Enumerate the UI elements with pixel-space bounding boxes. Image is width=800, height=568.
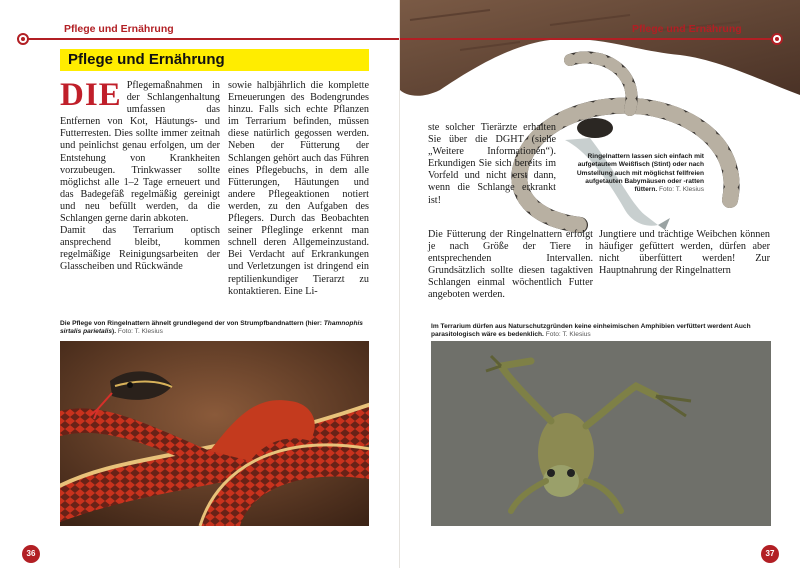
caption-text: Die Pflege von Ringelnattern ähnelt grundlegend der von Strumpfbandnattern (hier: <box>60 320 322 327</box>
running-head-right: Pflege und Ernährung <box>632 23 742 35</box>
body-column-right-top <box>428 122 556 207</box>
body-paragraph: sowie halbjährlich die komplette Erneuerungen des Bodengrundes hinzu. Falls sich echte Pflanzen im Terrarium befinden, müssen diese natürlich gegossen werden. Neben der Fütterung der Schlangen gehört auch das Führen eines Pflegebuchs, in dem alle Fütterungen, Häutungen und andere Pflegeaktionen notiert werden, zu den Aufgaben des Pflegers. Durch das Beobachten seiner Pfleglinge erkennt man schnell deren Allgemeinzustand. Bei Verdacht auf Erkrankungen und Verletzungen ist dringend ein reptilienkundiger Tierarzt zu kontaktieren. Eine Li- <box>228 80 369 297</box>
right-page <box>400 0 800 568</box>
caption-punct: ). <box>112 328 117 336</box>
registration-target-icon <box>17 33 29 45</box>
section-title: Pflege und Ernährung <box>68 51 225 68</box>
caption-text: Ringelnattern lassen sich einfach mit aufgetautem Weißfisch (Stint) oder nach Umstellung auch mit möglichst fellfreien aufgetauten Babymäusen oder -ratten füttern. <box>576 153 704 194</box>
section-title-banner <box>60 49 369 71</box>
page-number-left: 36 <box>22 545 40 563</box>
caption-text: Im Terrarium dürfen aus Naturschutzgründen keine einheimischen Amphibien verfüttert werdent Auch parasitologisch wäre es bedenklich. <box>431 323 751 339</box>
snake-photo-caption <box>572 153 704 194</box>
body-paragraph: Damit das Terrarium optisch ansprechend bleibt, kommen regelmäßige Reinigungsarbeiten der Glasscheiben und Rückwände <box>60 225 220 273</box>
drop-cap: DIE <box>60 77 122 113</box>
photo-credit: Foto: T. Klesius <box>117 328 163 336</box>
photo-caption-right <box>431 323 771 340</box>
garter-snake-photo <box>60 341 369 526</box>
header-rule-right <box>400 38 776 40</box>
running-head-left: Pflege und Ernährung <box>64 23 174 35</box>
body-column-2 <box>228 80 369 298</box>
body-column-right-1 <box>428 229 593 302</box>
page-number-right: 37 <box>761 545 779 563</box>
body-paragraph: Jungtiere und trächtige Weibchen können häufiger gefüttert werden, dürfen aber nicht überfüttert werden! Zur Hauptnahrung der Ringelnattern <box>599 229 770 277</box>
frog-photo <box>431 341 771 526</box>
photo-credit: Foto: T. Klesius <box>545 331 591 339</box>
body-paragraph: ste solcher Tierärzte erhalten Sie über die DGHT (siehe „Weitere Informationen“). Erkundigen Sie sich bereits im Vorfeld und nicht erst dann, wenn die Schlange erkrankt ist! <box>428 122 556 206</box>
registration-target-icon <box>771 33 783 45</box>
caption-species: Thamnophis sirtalis parietalis <box>60 320 363 336</box>
body-column-right-2 <box>599 229 770 277</box>
body-column-1 <box>60 77 220 274</box>
header-rule-left <box>24 38 400 40</box>
photo-credit: Foto: T. Klesius <box>659 186 704 194</box>
body-paragraph: Die Fütterung der Ringelnattern erfolgt je nach Größe der Tiere in entsprechenden Intervallen. Grundsätzlich sollte diesen tagaktiven Schlangen einmal wöchentlich Futter angeboten werden. <box>428 229 593 301</box>
body-paragraph: Pflegemaßnahmen in der Schlangenhaltung umfassen das Entfernen von Kot, Häutungs- und Futterresten. Dies sollte immer zeitnah und peinlichst genau erfolgen, um der Entstehung von Krankheiten vorzubeugen. Trinkwasser sollte möglichst alle 1–2 Tage erneuert und das Badegefäß regelmäßig gereinigt und neu befüllt werden, da die Schlangen gerne darin abkoten. <box>60 80 220 225</box>
photo-caption-left <box>60 320 370 337</box>
